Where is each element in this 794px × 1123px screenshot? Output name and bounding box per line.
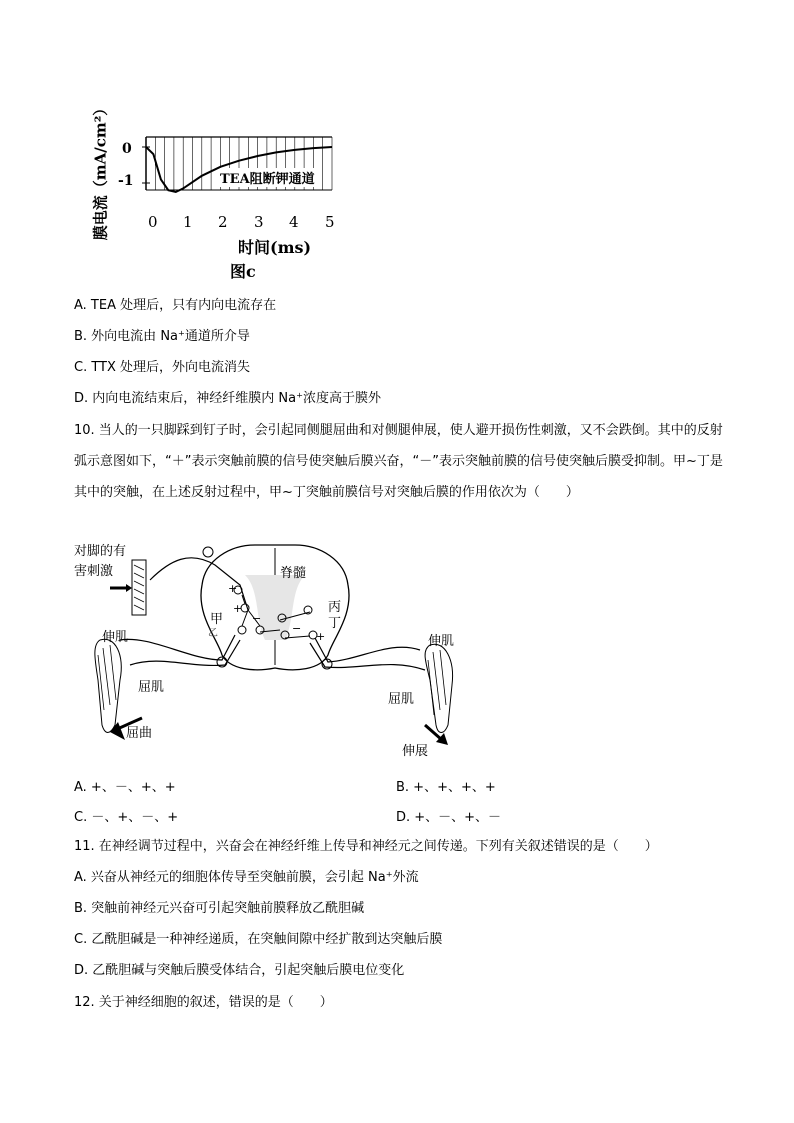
q10-option-b: B. +、+、+、+ bbox=[396, 780, 496, 795]
label-flexor-right: 屈肌 bbox=[388, 692, 415, 707]
svg-text:+: + bbox=[228, 582, 238, 595]
q11-option-c: C. 乙酰胆碱是一种神经递质，在突触间隙中经扩散到达突触后膜 bbox=[74, 932, 443, 947]
q9-option-b: B. 外向电流由 Na⁺通道所介导 bbox=[74, 329, 250, 344]
y-axis-label: 膜电流（mA/cm²） bbox=[91, 100, 110, 241]
q11-option-d: D. 乙酰胆碱与突触后膜受体结合，引起突触后膜电位变化 bbox=[74, 963, 405, 978]
x-tick-0: 0 bbox=[148, 213, 158, 231]
label-ding: 丁 bbox=[328, 616, 342, 631]
label-bing: 丙 bbox=[328, 600, 342, 615]
svg-text:+: + bbox=[233, 602, 243, 615]
x-tick-4: 4 bbox=[289, 213, 299, 231]
label-yi: 乙 bbox=[208, 628, 218, 639]
q10-option-c: C. －、+、－、+ bbox=[74, 810, 179, 825]
label-extensor-right: 伸肌 bbox=[428, 634, 455, 649]
label-extend: 伸展 bbox=[402, 744, 429, 759]
curve-label: TEA阻断钾通道 bbox=[220, 168, 315, 187]
figure-caption: 图c bbox=[230, 262, 256, 281]
label-flex: 屈曲 bbox=[126, 726, 153, 741]
q10-stem: 10. 当人的一只脚踩到钉子时，会引起同侧腿屈曲和对侧腿伸展，使人避开损伤性刺激，又不会跌倒。其中的反射弧示意图如下，“＋”表示突触前膜的信号使突触后膜兴奋，“－”表示突触前膜的信号使突触后膜受抑制。甲~丁是其中的突触，在上述反射过程中，甲~丁突触前膜信号对突触后膜的作用依次为（ ） bbox=[74, 423, 723, 500]
x-axis-label: 时间(ms) bbox=[238, 238, 312, 257]
q11-option-a: A. 兴奋从神经元的细胞体传导至突触前膜，会引起 Na⁺外流 bbox=[74, 870, 419, 885]
q12-stem: 12. 关于神经细胞的叙述，错误的是（ ） bbox=[74, 995, 333, 1010]
label-jia: 甲 bbox=[210, 612, 224, 627]
q10-option-d: D. +、－、+、－ bbox=[396, 810, 502, 825]
q11-option-b: B. 突触前神经元兴奋可引起突触前膜释放乙酰胆碱 bbox=[74, 901, 365, 916]
q10-option-a: A. +、－、+、+ bbox=[74, 780, 176, 795]
label-spinal-cord: 脊髓 bbox=[280, 566, 307, 581]
x-tick-5: 5 bbox=[325, 213, 335, 231]
label-flexor-left: 屈肌 bbox=[138, 680, 165, 695]
svg-text:−: − bbox=[252, 612, 262, 625]
q9-option-d: D. 内向电流结束后，神经纤维膜内 Na⁺浓度高于膜外 bbox=[74, 391, 381, 406]
reflex-arc-diagram bbox=[70, 540, 470, 770]
svg-text:−: − bbox=[292, 622, 302, 635]
y-tick-0: 0 bbox=[122, 141, 132, 157]
x-tick-2: 2 bbox=[218, 213, 228, 231]
label-extensor-left: 伸肌 bbox=[102, 630, 129, 645]
x-tick-1: 1 bbox=[183, 213, 193, 231]
figure-c bbox=[80, 85, 360, 285]
x-tick-3: 3 bbox=[254, 213, 264, 231]
q9-option-a: A. TEA 处理后，只有内向电流存在 bbox=[74, 298, 277, 313]
q11-stem: 11. 在神经调节过程中，兴奋会在神经纤维上传导和神经元之间传递。下列有关叙述错误的是（ ） bbox=[74, 839, 658, 854]
label-stimulus-line1: 对脚的有害刺激 bbox=[74, 544, 127, 579]
q9-option-c: C. TTX 处理后，外向电流消失 bbox=[74, 360, 251, 375]
y-tick-neg1: -1 bbox=[118, 173, 134, 189]
svg-text:+: + bbox=[316, 630, 326, 643]
